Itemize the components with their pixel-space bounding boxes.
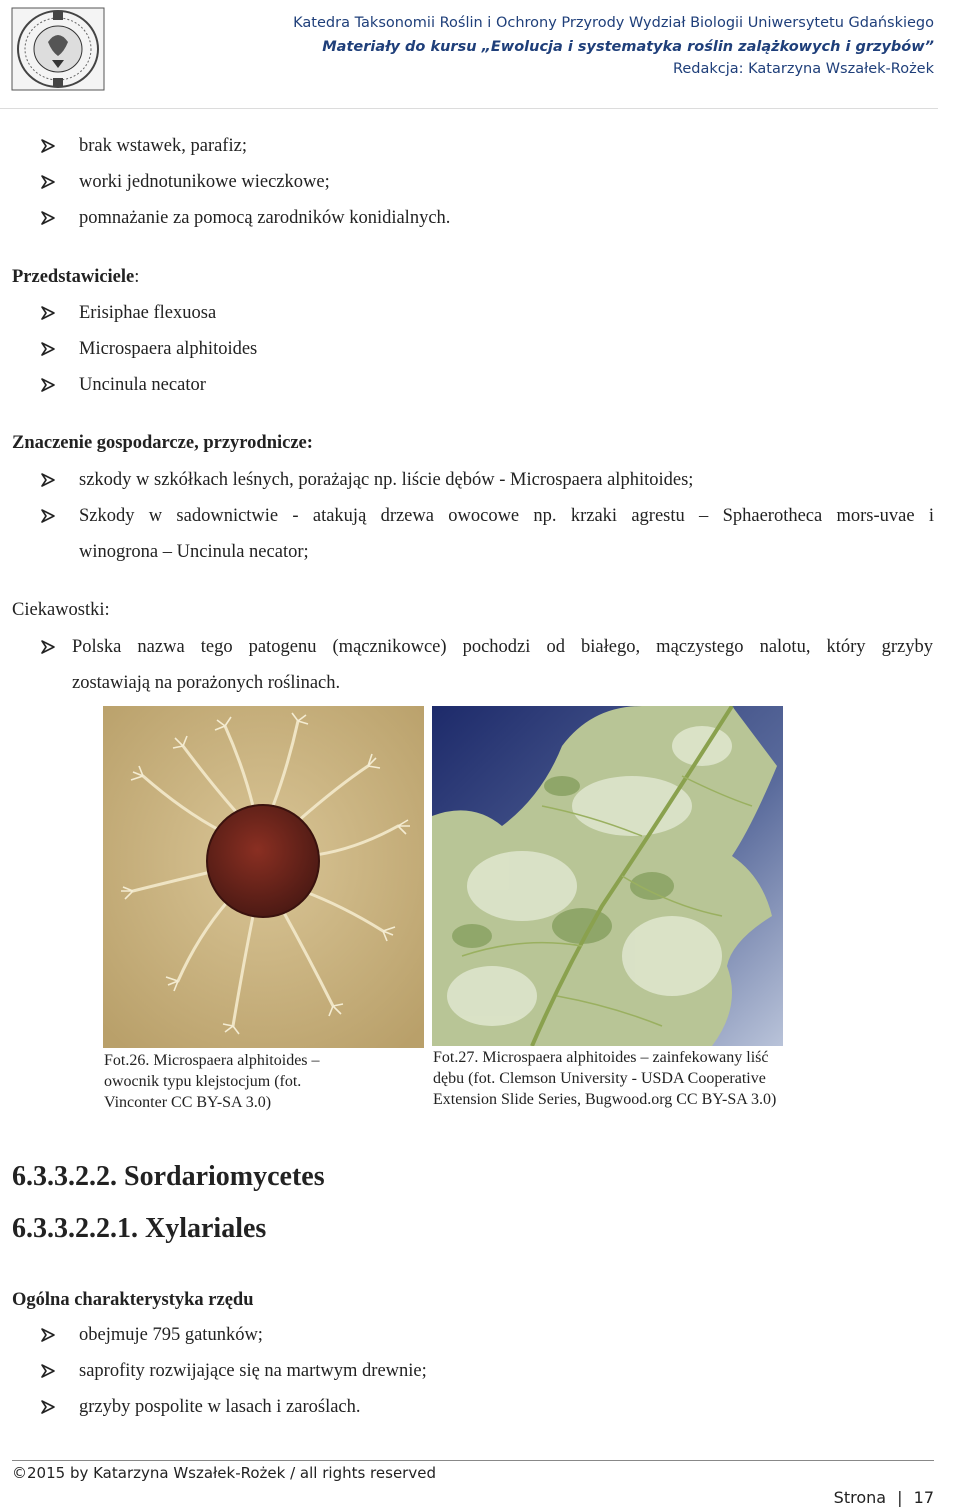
footer-copyright: ©2015 by Katarzyna Wszałek-Rożek / all rights reserved (12, 1464, 436, 1482)
header-divider (0, 108, 938, 109)
figure-26-caption: Fot.26. Microspaera alphitoides – owocnik typu klejstocjum (fot. Vinconter CC BY-SA 3.0) (104, 1052, 320, 1111)
section-heading-sordariomycetes: 6.3.3.2.2. Sordariomycetes (12, 1161, 325, 1192)
feature-text: worki jednotunikowe wieczkowe; (79, 172, 330, 192)
order-list (0, 1323, 960, 1431)
species-name: Microspaera alphitoides (79, 339, 258, 359)
photo-cleistothecium (103, 706, 424, 1048)
arrow-bullet-icon (40, 305, 56, 321)
list-item-continuation (0, 671, 960, 707)
arrow-bullet-icon (40, 377, 56, 393)
arrow-bullet-icon (40, 508, 56, 524)
order-trait: obejmuje 795 gatunków; (79, 1325, 263, 1345)
page-number: Strona | 17 (833, 1488, 934, 1507)
arrow-bullet-icon (40, 1327, 56, 1343)
feature-list (0, 134, 960, 242)
feature-text: pomnażanie za pomocą zarodników konidialnych. (79, 208, 451, 228)
list-item (0, 134, 960, 170)
list-item (0, 337, 960, 373)
species-name: Uncinula necator (79, 375, 206, 395)
arrow-bullet-icon (40, 639, 56, 655)
significance-list (0, 468, 960, 576)
list-item-continuation (0, 540, 960, 576)
arrow-bullet-icon (40, 472, 56, 488)
figure-27-caption: Fot.27. Microspaera alphitoides – zainfekowany liść dębu (fot. Clemson University - USDA Cooperative Extension Slide Series, Bugwood.org CC BY-SA 3.0) (433, 1049, 777, 1108)
list-item (0, 373, 960, 409)
list-item (0, 301, 960, 337)
arrow-bullet-icon (40, 341, 56, 357)
list-item (0, 468, 960, 504)
list-item (0, 170, 960, 206)
order-trait: saprofity rozwijające się na martwym drewnie; (79, 1361, 427, 1381)
significance-text: winogrona – Uncinula necator; (79, 542, 309, 562)
list-item (0, 1323, 960, 1359)
significance-text: szkody w szkółkach leśnych, porażając np. liście dębów - Microspaera alphitoides; (79, 470, 694, 490)
curiosity-text: zostawiają na porażonych roślinach. (72, 673, 341, 693)
arrow-bullet-icon (40, 1363, 56, 1379)
arrow-bullet-icon (40, 210, 56, 226)
header-line-course: Materiały do kursu „Ewolucja i systematyka roślin zalążkowych i grzybów” (322, 39, 934, 55)
significance-heading: Znaczenie gospodarcze, przyrodnicze: (12, 433, 313, 453)
list-item (0, 504, 960, 540)
feature-text: brak wstawek, parafiz; (79, 136, 247, 156)
curiosity-text: Polska nazwa tego patogenu (mącznikowce) pochodzi od białego, mączystego nalotu, który grzyby (72, 637, 933, 657)
arrow-bullet-icon (40, 138, 56, 154)
university-seal-logo (8, 4, 108, 94)
arrow-bullet-icon (40, 1399, 56, 1415)
arrow-bullet-icon (40, 174, 56, 190)
list-item (0, 635, 960, 671)
species-name: Erisiphae flexuosa (79, 303, 217, 323)
section-heading-xylariales: 6.3.3.2.2.1. Xylariales (12, 1213, 267, 1244)
curiosities-list (0, 635, 960, 707)
significance-text: Szkody w sadownictwie - atakują drzewa owocowe np. krzaki agrestu – Sphaerotheca mors-uvae i (79, 506, 934, 526)
header-line-department: Katedra Taksonomii Roślin i Ochrony Przyrody Wydział Biologii Uniwersytetu Gdańskiego (293, 15, 934, 31)
curiosities-heading: Ciekawostki: (12, 600, 110, 620)
list-item (0, 1395, 960, 1431)
representatives-list (0, 301, 960, 409)
list-item (0, 206, 960, 242)
photo-infected-oak-leaf (432, 706, 783, 1046)
list-item (0, 1359, 960, 1395)
footer-divider (12, 1460, 934, 1461)
order-heading: Ogólna charakterystyka rzędu (12, 1290, 254, 1310)
order-trait: grzyby pospolite w lasach i zaroślach. (79, 1397, 361, 1417)
header-line-editor: Redakcja: Katarzyna Wszałek-Rożek (672, 61, 934, 77)
representatives-heading: Przedstawiciele: (12, 267, 140, 287)
